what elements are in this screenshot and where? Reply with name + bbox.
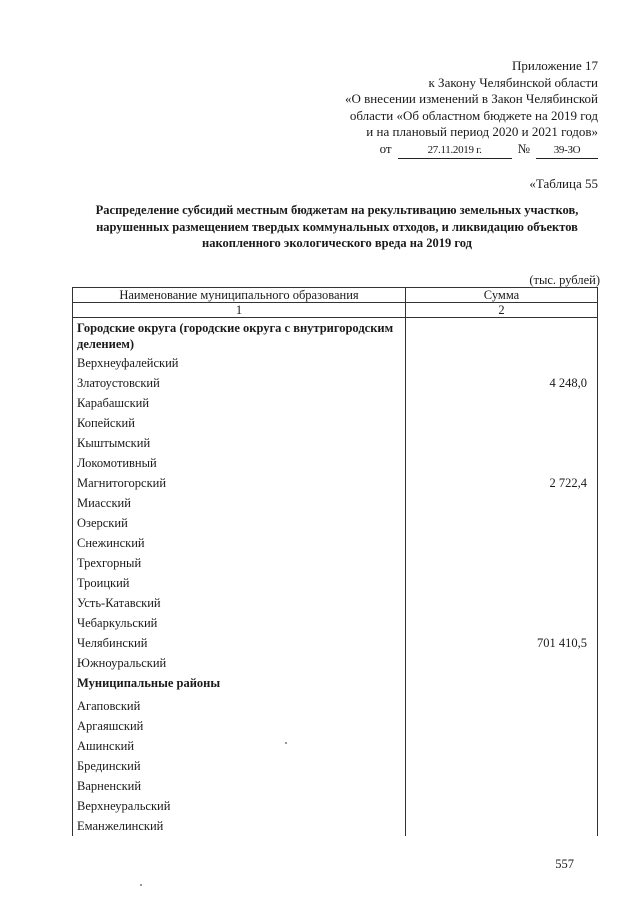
municipality-name: Златоустовский — [73, 373, 406, 393]
subsidy-amount: 701 410,5 — [406, 633, 598, 653]
subsidy-amount — [406, 593, 598, 613]
municipality-name: Брединский — [73, 756, 406, 776]
date-number-line — [345, 141, 598, 160]
subsidy-amount — [406, 393, 598, 413]
table-row — [73, 533, 598, 553]
subsidy-amount — [406, 533, 598, 553]
municipality-name: Чебаркульский — [73, 613, 406, 633]
municipality-name: Верхнеуфалейский — [73, 353, 406, 373]
table-row — [73, 353, 598, 373]
law-date: 27.11.2019 г. — [398, 142, 512, 160]
table-row — [73, 653, 598, 673]
column-header-sum: Сумма — [406, 288, 598, 303]
subsidy-amount — [406, 716, 598, 736]
subsidy-amount — [406, 513, 598, 533]
law-title-line-2: области «Об областном бюджете на 2019 год — [349, 107, 598, 123]
municipality-name: Верхнеуральский — [73, 796, 406, 816]
municipality-name: Локомотивный — [73, 453, 406, 473]
subsidy-amount — [406, 353, 598, 373]
municipality-name: Южноуральский — [73, 653, 406, 673]
table-row — [73, 493, 598, 513]
number-label: № — [517, 140, 530, 156]
column-header-name: Наименование муниципального образования — [73, 288, 406, 303]
table-row — [73, 413, 598, 433]
table-row — [73, 796, 598, 816]
law-number: 39-ЗО — [536, 142, 598, 160]
table-row — [73, 673, 598, 696]
table-row — [73, 776, 598, 796]
table-label: «Таблица 55 — [529, 176, 598, 191]
appendix-number: Приложение 17 — [511, 58, 598, 73]
municipality-name: Усть-Катавский — [73, 593, 406, 613]
group-heading: Муниципальные районы — [73, 673, 406, 696]
municipality-name: Агаповский — [73, 696, 406, 716]
table-column-numbers-row — [73, 303, 598, 318]
subsidy-amount — [406, 696, 598, 716]
subsidy-amount — [406, 736, 598, 756]
municipality-name: Карабашский — [73, 393, 406, 413]
subsidy-amount — [406, 318, 598, 354]
table-row — [73, 318, 598, 354]
subsidy-amount — [406, 756, 598, 776]
table-row — [73, 756, 598, 776]
subsidy-amount — [406, 776, 598, 796]
law-title-line-3: и на плановый период 2020 и 2021 годов» — [366, 124, 598, 139]
municipality-name: Озерский — [73, 513, 406, 533]
table-row — [73, 696, 598, 716]
subsidy-amount — [406, 573, 598, 593]
table-body — [73, 318, 598, 837]
subsidy-amount — [406, 796, 598, 816]
table-row — [73, 433, 598, 453]
municipality-name: Троицкий — [73, 573, 406, 593]
table-row — [73, 593, 598, 613]
municipality-name: Магнитогорский — [73, 473, 406, 493]
scan-speck — [140, 884, 142, 886]
subsidy-amount — [406, 553, 598, 573]
from-label: от — [379, 140, 392, 156]
subsidy-amount — [406, 653, 598, 673]
table-row — [73, 393, 598, 413]
subsidy-amount — [406, 613, 598, 633]
table-row — [73, 736, 598, 756]
group-heading: Городские округа (городские округа с внутригородским делением) — [73, 318, 406, 354]
law-reference: к Закону Челябинской области — [428, 74, 598, 90]
subsidy-amount — [406, 413, 598, 433]
table-row — [73, 553, 598, 573]
column-number-1: 1 — [73, 303, 406, 318]
appendix-header — [345, 58, 598, 159]
table-header-row — [73, 288, 598, 303]
municipality-name: Снежинский — [73, 533, 406, 553]
subsidy-table — [72, 287, 598, 836]
table-row — [73, 453, 598, 473]
municipality-name: Челябинский — [73, 633, 406, 653]
subsidy-amount — [406, 453, 598, 473]
table-row — [73, 373, 598, 393]
municipality-name: Еманжелинский — [73, 816, 406, 836]
table-row — [73, 573, 598, 593]
municipality-name: Миасский — [73, 493, 406, 513]
subsidy-amount — [406, 816, 598, 836]
table-row — [73, 716, 598, 736]
table-row — [73, 816, 598, 836]
subsidy-amount — [406, 493, 598, 513]
subsidy-amount: 2 722,4 — [406, 473, 598, 493]
municipality-name: Кыштымский — [73, 433, 406, 453]
subsidy-amount — [406, 673, 598, 696]
units-label: (тыс. рублей) — [529, 273, 600, 287]
municipality-name: Варненский — [73, 776, 406, 796]
column-number-2: 2 — [406, 303, 598, 318]
subsidy-amount — [406, 433, 598, 453]
table-row — [73, 633, 598, 653]
document-title: Распределение субсидий местным бюджетам на рекультивацию земельных участков, нарушенных размещением твердых коммунальных отходов, и ликвидацию объектов накопленного экологического вреда на 2019 год — [95, 203, 579, 250]
page-number: 557 — [555, 857, 574, 871]
table-row — [73, 613, 598, 633]
municipality-name: Копейский — [73, 413, 406, 433]
law-title-line-1: «О внесении изменений в Закон Челябинской — [344, 91, 598, 106]
municipality-name: Ашинский — [73, 736, 406, 756]
table-row — [73, 513, 598, 533]
municipality-name: Трехгорный — [73, 553, 406, 573]
subsidy-amount: 4 248,0 — [406, 373, 598, 393]
municipality-name: Аргаяшский — [73, 716, 406, 736]
scan-speck — [285, 742, 287, 744]
table-row — [73, 473, 598, 493]
